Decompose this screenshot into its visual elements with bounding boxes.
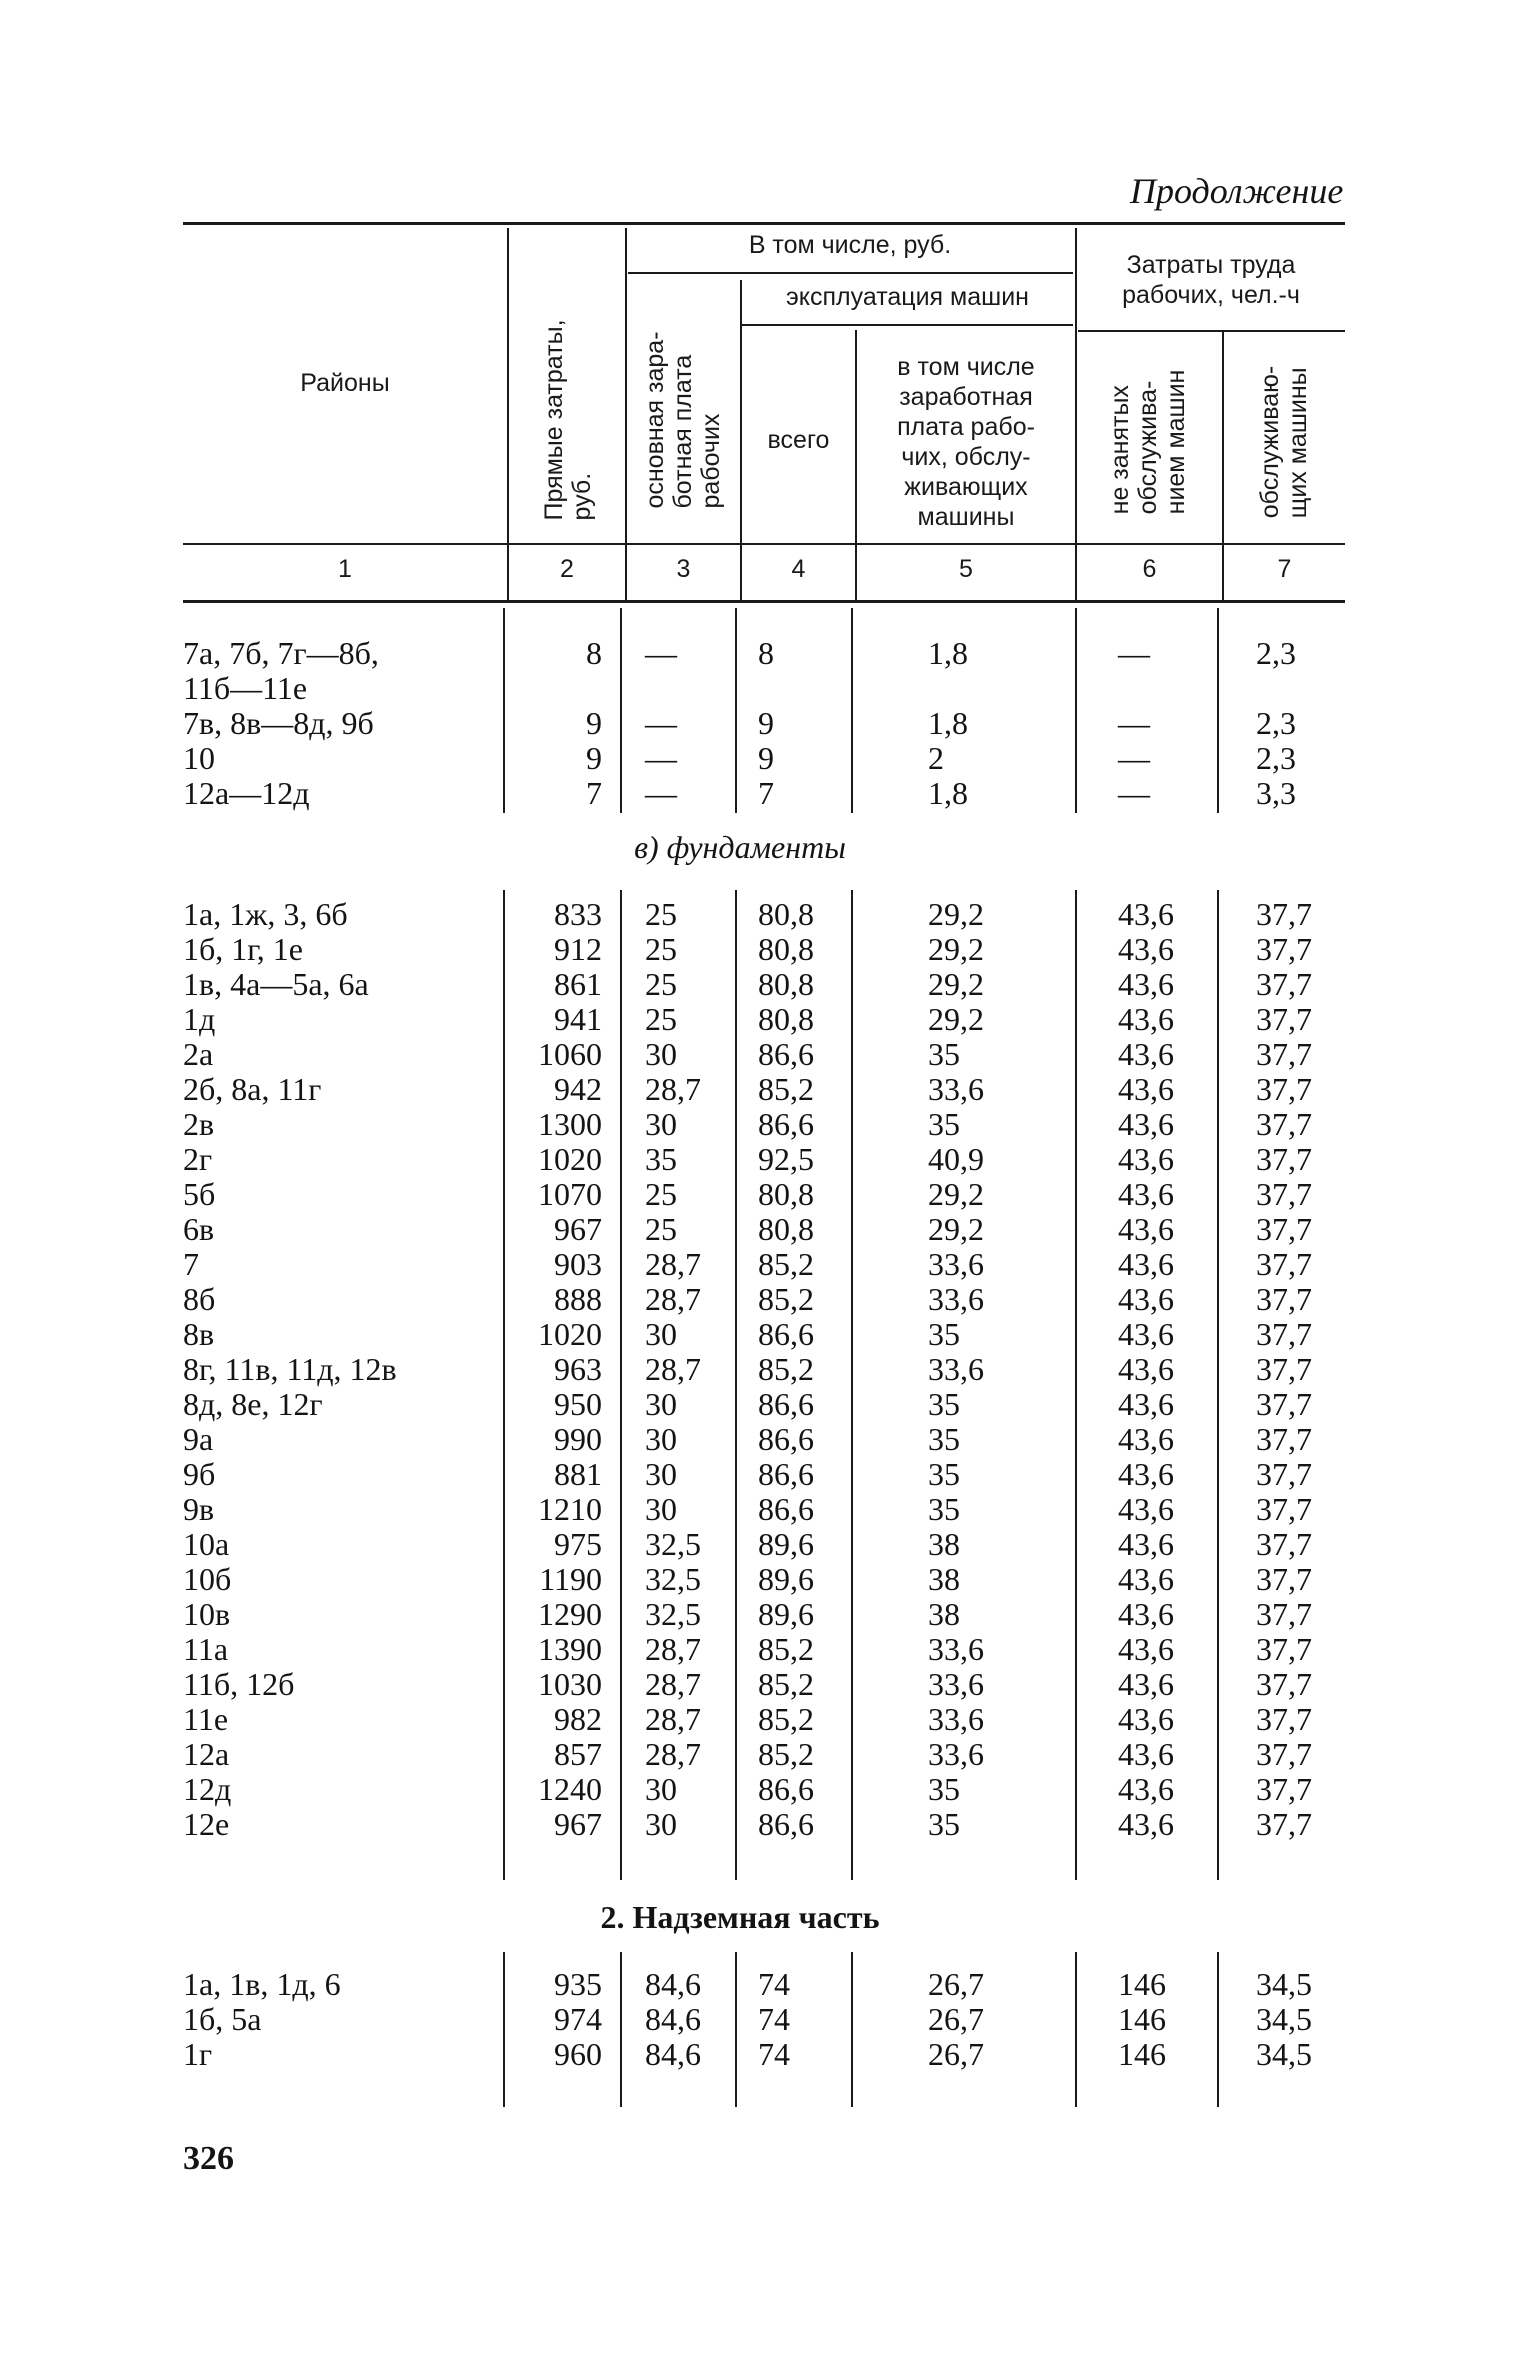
table-row: 1г 960 84,6 74 26,7 146 34,5 — [183, 2036, 1312, 2072]
table-row: 11б—11е — [183, 670, 308, 706]
column-number-rule — [183, 600, 1345, 603]
colnum-3: 3 — [676, 555, 691, 583]
table-row: 11е 982 28,7 85,2 33,6 43,6 37,7 — [183, 1701, 1312, 1737]
header-rayony: Районы — [300, 369, 390, 397]
continuation-label: Продолжение — [1130, 171, 1344, 211]
table-row: 2в 1300 30 86,6 35 43,6 37,7 — [183, 1106, 1312, 1142]
header-pryamye-zatraty: Прямые затраты, руб. — [540, 319, 596, 521]
table-row: 1б, 5а 974 84,6 74 26,7 146 34,5 — [183, 2001, 1312, 2037]
table-row: 2б, 8а, 11г 942 28,7 85,2 33,6 43,6 37,7 — [183, 1071, 1312, 1107]
table-row: 1б, 1г, 1е 912 25 80,8 29,2 43,6 37,7 — [183, 931, 1312, 967]
table-row: 12д 1240 30 86,6 35 43,6 37,7 — [183, 1771, 1312, 1807]
table-row: 5б 1070 25 80,8 29,2 43,6 37,7 — [183, 1176, 1312, 1212]
table-row: 12а—12д 7 — 7 1,8 — 3,3 — [183, 775, 1296, 811]
table-row: 10 9 — 9 2 — 2,3 — [183, 740, 1296, 776]
table-row: 6в 967 25 80,8 29,2 43,6 37,7 — [183, 1211, 1312, 1247]
page-number: 326 — [183, 2140, 234, 2177]
colnum-7: 7 — [1277, 555, 1292, 583]
header-vsego: всего — [767, 426, 830, 454]
header-zatraty-truda: Затраты труда рабочих, чел.-ч — [1122, 251, 1300, 309]
table-row: 9а 990 30 86,6 35 43,6 37,7 — [183, 1421, 1312, 1457]
table-row: 1д 941 25 80,8 29,2 43,6 37,7 — [183, 1001, 1312, 1037]
colnum-6: 6 — [1142, 555, 1157, 583]
table-row: 11б, 12б 1030 28,7 85,2 33,6 43,6 37,7 — [183, 1666, 1312, 1702]
table-row: 8д, 8е, 12г 950 30 86,6 35 43,6 37,7 — [183, 1386, 1312, 1422]
table-row: 7 903 28,7 85,2 33,6 43,6 37,7 — [183, 1246, 1312, 1282]
header-bottom-rule — [183, 543, 1345, 545]
table-row: 1а, 1в, 1д, 6 935 84,6 74 26,7 146 34,5 — [183, 1966, 1312, 2002]
section-title-fundamenty: в) фундаменты — [634, 829, 846, 865]
table-row: 10б 1190 32,5 89,6 38 43,6 37,7 — [183, 1561, 1312, 1597]
table-row: 11а 1390 28,7 85,2 33,6 43,6 37,7 — [183, 1631, 1312, 1667]
header-obsluzhivayushchikh: обслуживаю- щих машины — [1256, 365, 1312, 519]
header-subrule-ekspluatatsiya — [740, 324, 1073, 326]
header-v-tom-chisle: В том числе, руб. — [748, 231, 952, 259]
header-zarplata-obsluzhivayushchikh: в том числе заработная плата рабо- чих, обслу- живающих машины — [897, 353, 1035, 531]
header-osnovnaya-zarplata: основная зара- ботная плата рабочих — [641, 331, 725, 509]
header-ekspluatatsiya-mashin: эксплуатация машин — [786, 283, 1029, 311]
table-row: 2г 1020 35 92,5 40,9 43,6 37,7 — [183, 1141, 1312, 1177]
header-vrule-2 — [625, 228, 627, 600]
table-row: 12е 967 30 86,6 35 43,6 37,7 — [183, 1806, 1312, 1842]
colnum-1: 1 — [338, 555, 352, 583]
table-row: 8б 888 28,7 85,2 33,6 43,6 37,7 — [183, 1281, 1312, 1317]
header-subrule-v-tom-chisle — [628, 272, 1073, 274]
table-row: 9в 1210 30 86,6 35 43,6 37,7 — [183, 1491, 1312, 1527]
header-subrule-zatraty-truda — [1078, 330, 1345, 332]
table-row: 8г, 11в, 11д, 12в 963 28,7 85,2 33,6 43,6 37,7 — [183, 1351, 1312, 1387]
section-title-nadzemnaya-chast: 2. Надземная часть — [600, 1899, 880, 1935]
table-top-rule — [183, 222, 1345, 225]
table-row: 10в 1290 32,5 89,6 38 43,6 37,7 — [183, 1596, 1312, 1632]
header-ne-zanyatykh: не занятых обслужива- нием машин — [1106, 369, 1190, 515]
table-row: 10а 975 32,5 89,6 38 43,6 37,7 — [183, 1526, 1312, 1562]
table-row: 7а, 7б, 7г—8б, 8 — 8 1,8 — 2,3 — [183, 635, 1296, 671]
colnum-4: 4 — [791, 555, 806, 583]
table-row: 12а 857 28,7 85,2 33,6 43,6 37,7 — [183, 1736, 1312, 1772]
table-row: 8в 1020 30 86,6 35 43,6 37,7 — [183, 1316, 1312, 1352]
colnum-5: 5 — [959, 555, 973, 583]
table-row: 2а 1060 30 86,6 35 43,6 37,7 — [183, 1036, 1312, 1072]
colnum-2: 2 — [560, 555, 574, 583]
header-vrule-1 — [507, 228, 509, 600]
table-row: 1в, 4а—5а, 6а 861 25 80,8 29,2 43,6 37,7 — [183, 966, 1312, 1002]
table-row: 7в, 8в—8д, 9б 9 — 9 1,8 — 2,3 — [183, 705, 1296, 741]
table-row: 9б 881 30 86,6 35 43,6 37,7 — [183, 1456, 1312, 1492]
table-row: 1а, 1ж, 3, 6б 833 25 80,8 29,2 43,6 37,7 — [183, 896, 1312, 932]
